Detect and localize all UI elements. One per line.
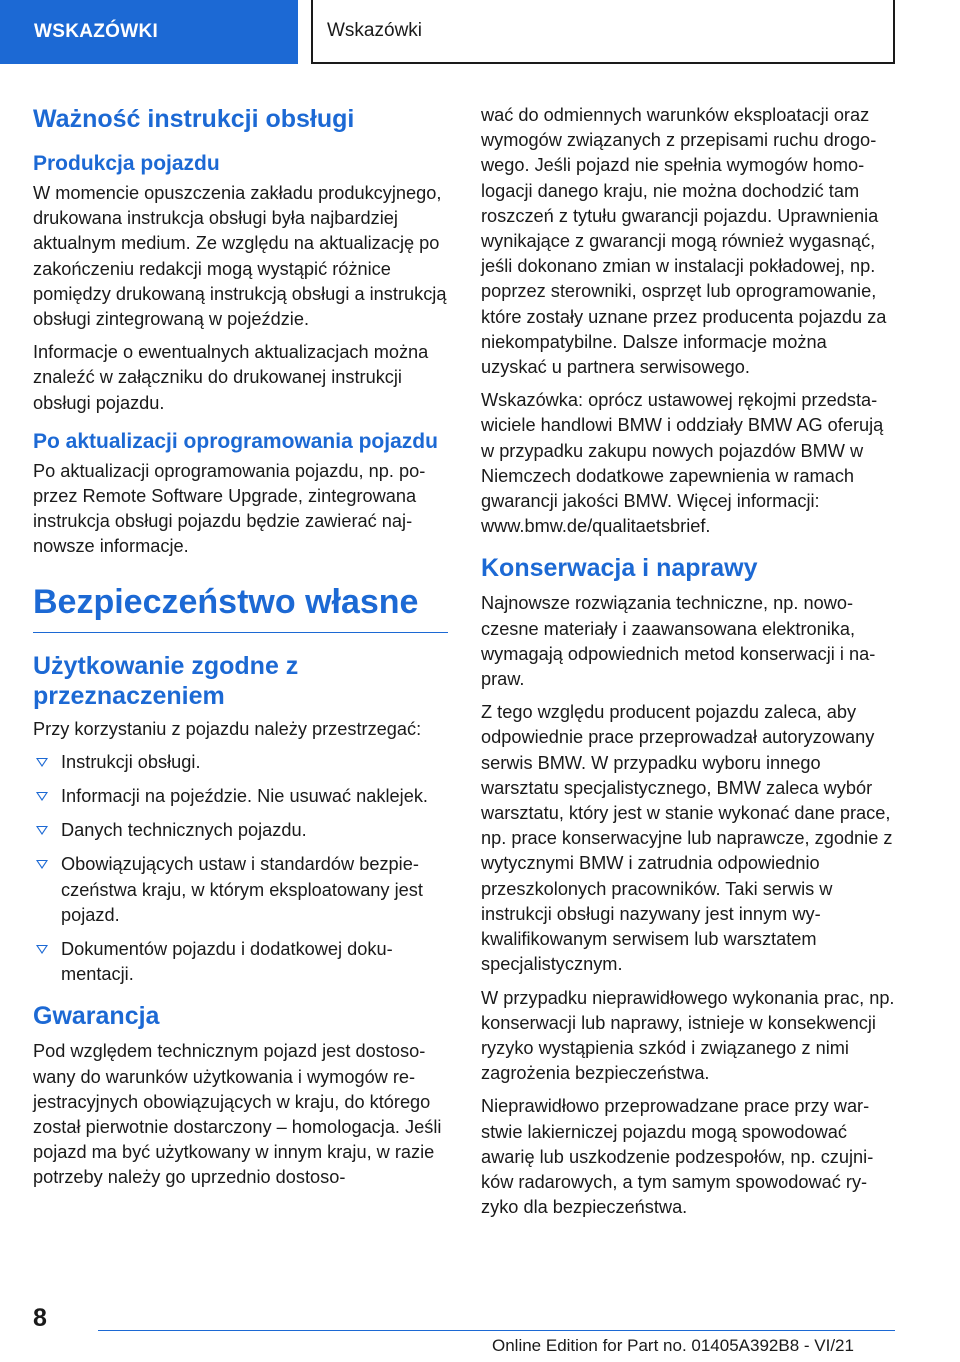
paragraph-modern-tech: Najnowsze rozwiązania techniczne, np. nowoczesne materiały i zaawansowana elektronika, wymagają odpowiednich metod konserwacji i napraw. xyxy=(481,593,876,690)
triangle-bullet-icon xyxy=(36,758,48,767)
paragraph-note: Wskazówka: oprócz ustawowej rękojmi przedstawiciele handlowi BMW i oddziały BMW AG oferują w przypadku zakupu nowych pojazdów BMW w Niemczech dodatkowe zapewnienia w ramach gwarancji jakości BMW. Więcej informacji: www.bmw.de/qualitaetsbrief. xyxy=(481,390,884,537)
heading-warranty: Gwarancja xyxy=(33,1002,160,1031)
page-header-title: Wskazówki xyxy=(327,20,423,41)
paragraph-warranty: Pod względem technicznym pojazd jest dostosowany do warunków użytkowania i wymogów rejestracyjnych obowiązujących w kraju, do którego został pierwotnie dostarczony – homologacja. Jeśli pojazd ma być użytkowany w innym kraju, w razie potrzeby należy go uprzednio dostoso- xyxy=(33,1041,442,1188)
triangle-bullet-icon xyxy=(36,945,48,954)
triangle-bullet-icon xyxy=(36,792,48,801)
list-item: Danych technicznych pojazdu. xyxy=(33,818,448,843)
page-header xyxy=(311,0,895,64)
list-item: Dokumentów pojazdu i dodatkowej dokumentacji. xyxy=(33,937,448,987)
footer-edition: Online Edition for Part no. 01405A392B8 - VI/21 xyxy=(492,1336,854,1355)
paragraph-updates: Informacje o ewentualnych aktualizacjach można znaleźć w załączniku do drukowanej instrukcji obsługi pojazdu. xyxy=(33,342,429,413)
heading-software-update: Po aktualizacji oprogramowania pojazdu xyxy=(33,429,438,453)
paragraph-observe: Przy korzystaniu z pojazdu należy przestrzegać: xyxy=(33,718,422,739)
heading-maintenance: Konserwacja i naprawy xyxy=(481,554,758,583)
list-item: Obowiązujących ustaw i standardów bezpieczeństwa kraju, w którym eksploatowany jest pojazd. xyxy=(33,852,448,928)
observe-list xyxy=(33,750,448,988)
list-item: Informacji na pojeździe. Nie usuwać naklejek. xyxy=(33,784,448,809)
heading-own-safety: Bezpieczeństwo własne xyxy=(33,582,448,633)
triangle-bullet-icon xyxy=(36,860,48,869)
right-column xyxy=(481,103,896,1228)
triangle-bullet-icon xyxy=(36,826,48,835)
list-item: Instrukcji obsługi. xyxy=(33,750,448,775)
paragraph-paintwork: Nieprawidłowo przeprowadzane prace przy warstwie lakierniczej pojazdu mogą spowodować awarię lub uszkodzenie podzespołów, np. czujników radarowych, a tym samym spowodować ryzyko dla bezpieczeństwa. xyxy=(481,1096,874,1218)
paragraph-software-update: Po aktualizacji oprogramowania pojazdu, np. poprzez Remote Software Upgrade, zintegrowana instrukcja obsługi pojazdu będzie zawierać najnowsze informacje. xyxy=(33,460,426,557)
section-tab-label: WSKAZÓWKI xyxy=(34,21,159,42)
footer-divider xyxy=(98,1330,895,1331)
paragraph-improper-work: W przypadku nieprawidłowego wykonania prac, np. konserwacji lub naprawy, istnieje w konsekwencji ryzyko wystąpienia szkód i związanego z nimi zagrożenia bezpieczeństwa. xyxy=(481,987,895,1084)
paragraph-warranty-continued: wać do odmiennych warunków eksploatacji oraz wymogów związanych z przepisami ruchu drogowego. Jeśli pojazd nie spełnia wymogów homologacji danego kraju, nie można dochodzić tam roszczeń z tytułu gwarancji pojazdu. Uprawnienia wynikające z gwarancji mogą również wygasnąć, jeśli dokonano zmian w instalacji pokładowej, np. poprzez sterowniki, osprzęt lub oprogramowanie, które zostały uznane przez producenta pojazdu za niekompatybilne. Dalsze informacje można uzyskać u partnera serwisowego. xyxy=(481,105,887,378)
heading-production: Produkcja pojazdu xyxy=(33,152,220,175)
left-column xyxy=(33,98,448,1199)
page-number: 8 xyxy=(33,1304,47,1332)
heading-intended-use: Użytkowanie zgodne z przeznaczeniem xyxy=(33,651,299,710)
section-tab xyxy=(0,0,298,64)
heading-validity: Ważność instrukcji obsługi xyxy=(33,105,355,133)
paragraph-production: W momencie opuszczenia zakładu produkcyjnego, drukowana instrukcja obsługi była najbardziej aktualnym medium. Ze względu na aktualizację po zakończeniu redakcji mogą wystąpić różnice pomiędzy drukowaną instrukcją obsługi a instrukcją obsługi zintegrowaną w pojeździe. xyxy=(33,183,447,330)
paragraph-recommendation: Z tego względu producent pojazdu zaleca, aby odpowiednie prace przeprowadzał autoryzowany serwis BMW. W przypadku wyboru innego warsztatu specjalistycznego, BMW zaleca wybór warsztatu, który jest w stanie wykonać dane prace, np. prace konserwacyjne lub naprawcze, zgodnie z wytycznymi BMW i zatrudnia odpowiednio przeszkolonych pracowników. Taki serwis w instrukcji obsługi nazywany jest innym wykwalifikowanym serwisem lub warsztatem specjalistycznym. xyxy=(481,702,893,975)
